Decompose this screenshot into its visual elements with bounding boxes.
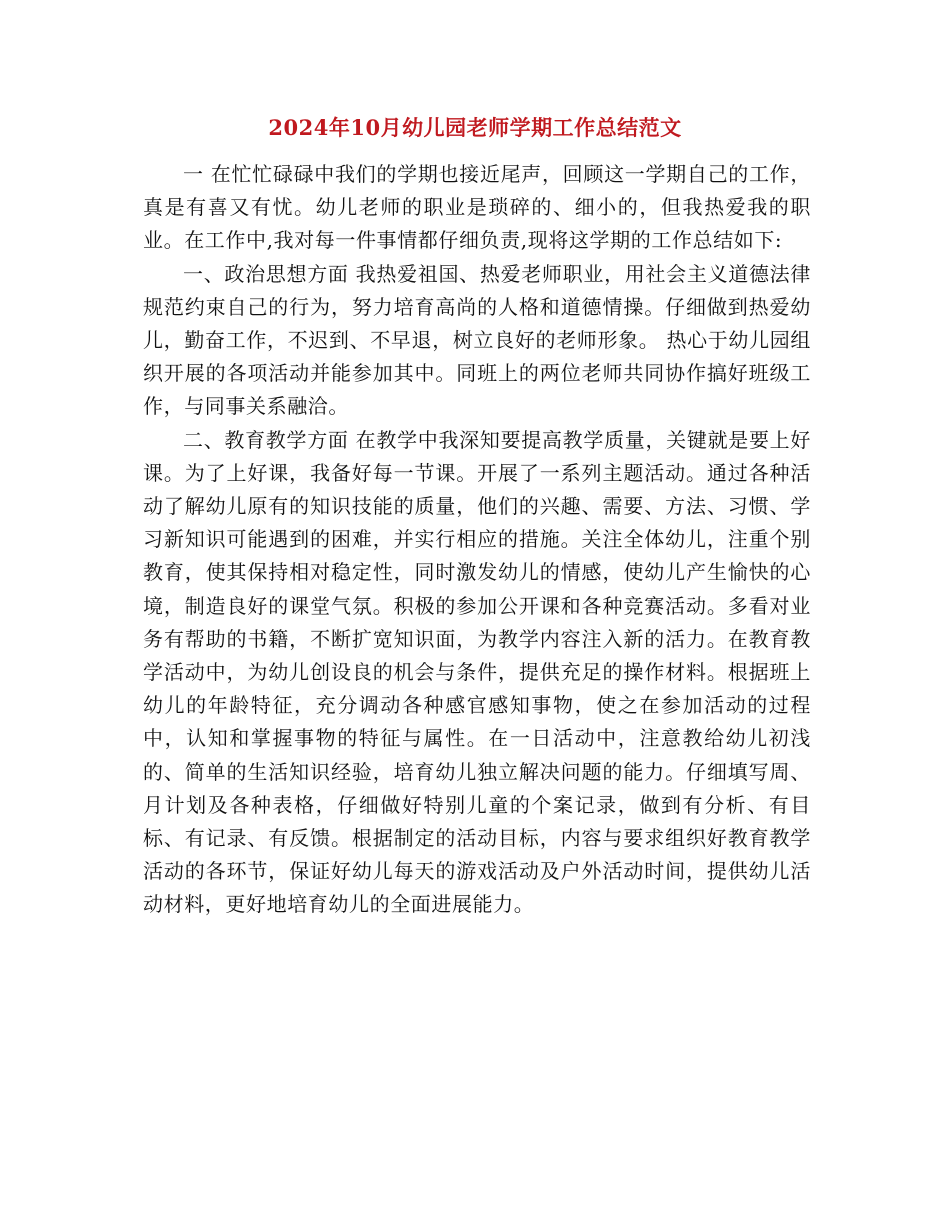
paragraph-intro: 一 在忙忙碌碌中我们的学期也接近尾声，回顾这一学期自己的工作，真是有喜又有忧。幼儿老师的职业是琐碎的、细小的，但我热爱我的职业。在工作中,我对每一件事情都仔细负责,现将这学期的工作总结如下: (143, 162, 811, 253)
paragraph-political-thought: 一、政治思想方面 我热爱祖国、热爱老师职业，用社会主义道德法律规范约束自己的行为，努力培育高尚的人格和道德情操。仔细做到热爱幼儿，勤奋工作，不迟到、不早退，树立良好的老师形象。 热心于幼儿园组织开展的各项活动并能参加其中。同班上的两位老师共同协作搞好班级工作，与同事关系融洽。 (143, 261, 811, 419)
document-title: 2024年10月幼儿园老师学期工作总结范文 (268, 115, 682, 140)
paragraph-education-teaching: 二、教育教学方面 在教学中我深知要提高教学质量，关键就是要上好课。为了上好课，我备好每一节课。开展了一系列主题活动。通过各种活动了解幼儿原有的知识技能的质量，他们的兴趣、需要、方法、习惯、学习新知识可能遇到的困难，并实行相应的措施。关注全体幼儿，注重个别教育，使其保持相对稳定性，同时激发幼儿的情感，使幼儿产生愉快的心境，制造良好的课堂气氛。积极的参加公开课和各种竞赛活动。多看对业务有帮助的书籍，不断扩宽知识面，为教学内容注入新的活力。在教育教学活动中，为幼儿创设良的机会与条件，提供充足的操作材料。根据班上幼儿的年龄特征，充分调动各种感官感知事物，使之在参加活动的过程中，认知和掌握事物的特征与属性。在一日活动中，注意教给幼儿初浅的、简单的生活知识经验，培育幼儿独立解决问题的能力。仔细填写周、月计划及各种表格，仔细做好特别儿童的个案记录，做到有分析、有目标、有记录、有反馈。根据制定的活动目标，内容与要求组织好教育教学活动的各环节，保证好幼儿每天的游戏活动及户外活动时间，提供幼儿活动材料，更好地培育幼儿的全面进展能力。 (143, 427, 811, 917)
document-body (143, 158, 811, 922)
